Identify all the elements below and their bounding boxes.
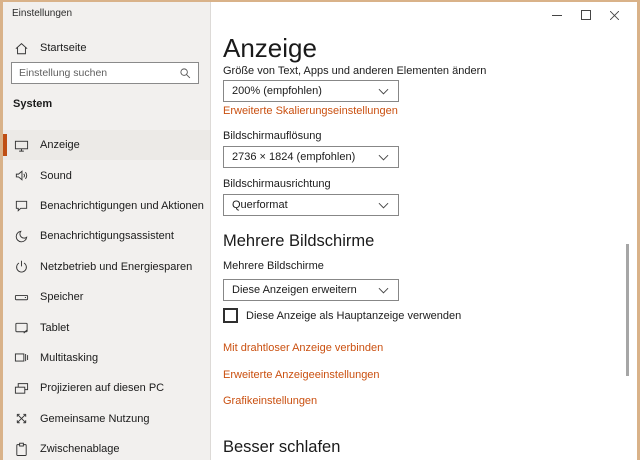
sidebar-item-label: Tablet bbox=[40, 321, 70, 334]
multi-display-section-title: Mehrere Bildschirme bbox=[223, 232, 375, 250]
resolution-dropdown[interactable] bbox=[223, 146, 399, 168]
chat-bubble-icon bbox=[13, 198, 29, 214]
search-icon[interactable] bbox=[179, 67, 192, 80]
vertical-scrollbar-thumb[interactable] bbox=[626, 244, 629, 376]
sidebar-item-label: Benachrichtigungen und Aktionen bbox=[40, 199, 204, 212]
window-title: Einstellungen bbox=[12, 8, 73, 19]
multi-display-label: Mehrere Bildschirme bbox=[223, 260, 324, 272]
power-icon bbox=[13, 259, 29, 275]
orientation-label: Bildschirmausrichtung bbox=[223, 178, 331, 190]
sidebar-item-label: Speicher bbox=[40, 291, 84, 304]
window-controls bbox=[542, 6, 629, 24]
close-button[interactable] bbox=[600, 6, 629, 24]
main-display-checkbox-label: Diese Anzeige als Hauptanzeige verwenden bbox=[246, 309, 462, 322]
chevron-down-icon bbox=[378, 202, 389, 209]
sidebar-item-benachrichtigungsassistent[interactable] bbox=[3, 221, 210, 251]
night-light-section-title: Besser schlafen bbox=[223, 438, 341, 456]
clipboard-icon bbox=[13, 441, 29, 457]
scale-label: Größe von Text, Apps und anderen Elementen ändern bbox=[223, 65, 487, 77]
tablet-icon bbox=[13, 320, 29, 336]
moon-icon bbox=[13, 228, 29, 244]
sidebar-item-label: Zwischenablage bbox=[40, 443, 120, 456]
sidebar-item-label: Projizieren auf diesen PC bbox=[40, 382, 165, 395]
chevron-down-icon bbox=[378, 154, 389, 161]
sidebar-item-label: Multitasking bbox=[40, 351, 99, 364]
sidebar-item-sound[interactable] bbox=[3, 160, 210, 190]
home-icon bbox=[13, 40, 29, 56]
sidebar-item-tablet[interactable] bbox=[3, 312, 210, 342]
chevron-down-icon bbox=[378, 287, 389, 294]
sidebar-item-benachrichtigungen[interactable] bbox=[3, 191, 210, 221]
sidebar-item-gemeinsame-nutzung[interactable] bbox=[3, 404, 210, 434]
resolution-label: Bildschirmauflösung bbox=[223, 130, 322, 142]
page-title: Anzeige bbox=[223, 33, 317, 63]
graphics-settings-link[interactable]: Grafikeinstellungen bbox=[223, 395, 318, 407]
multitask-icon bbox=[13, 350, 29, 366]
sidebar-item-anzeige[interactable] bbox=[3, 130, 210, 160]
sidebar-item-label: Netzbetrieb und Energiesparen bbox=[40, 260, 193, 273]
orientation-dropdown[interactable] bbox=[223, 194, 399, 216]
scale-dropdown-value: 200% (empfohlen) bbox=[232, 85, 322, 97]
sidebar-item-multitasking[interactable] bbox=[3, 343, 210, 373]
advanced-display-link[interactable]: Erweiterte Anzeigeeinstellungen bbox=[223, 369, 380, 381]
multi-display-dropdown[interactable] bbox=[223, 279, 399, 301]
main-content bbox=[211, 2, 637, 460]
sidebar-item-label: Benachrichtigungsassistent bbox=[40, 230, 174, 243]
orientation-dropdown-value: Querformat bbox=[232, 199, 288, 211]
speaker-icon bbox=[13, 168, 29, 184]
maximize-button[interactable] bbox=[571, 6, 600, 24]
sidebar-item-zwischenablage[interactable] bbox=[3, 434, 210, 460]
sidebar-nav-list bbox=[3, 130, 210, 460]
sidebar-item-label: Gemeinsame Nutzung bbox=[40, 412, 150, 425]
advanced-scaling-link[interactable]: Erweiterte Skalierungseinstellungen bbox=[223, 105, 398, 117]
sidebar-item-label: Anzeige bbox=[40, 139, 80, 152]
main-display-checkbox-row bbox=[223, 308, 461, 323]
sidebar-item-home[interactable] bbox=[3, 35, 210, 61]
drive-icon bbox=[13, 289, 29, 305]
main-display-checkbox[interactable] bbox=[223, 308, 238, 323]
chevron-down-icon bbox=[378, 88, 389, 95]
sidebar-item-netzbetrieb[interactable] bbox=[3, 252, 210, 282]
search-input[interactable] bbox=[12, 67, 179, 79]
multi-display-dropdown-value: Diese Anzeigen erweitern bbox=[232, 284, 357, 296]
scale-dropdown[interactable] bbox=[223, 80, 399, 102]
minimize-button[interactable] bbox=[542, 6, 571, 24]
sidebar-group-title: System bbox=[13, 98, 53, 110]
settings-search-box bbox=[11, 62, 199, 84]
monitor-icon bbox=[13, 137, 29, 153]
wireless-display-link[interactable]: Mit drahtloser Anzeige verbinden bbox=[223, 342, 384, 354]
sidebar-item-label: Startseite bbox=[40, 42, 87, 54]
resolution-dropdown-value: 2736 × 1824 (empfohlen) bbox=[232, 151, 356, 163]
share-icon bbox=[13, 411, 29, 427]
sidebar bbox=[3, 2, 211, 460]
sidebar-item-speicher[interactable] bbox=[3, 282, 210, 312]
sidebar-item-projizieren[interactable] bbox=[3, 373, 210, 403]
project-screens-icon bbox=[13, 380, 29, 396]
sidebar-item-label: Sound bbox=[40, 169, 72, 182]
